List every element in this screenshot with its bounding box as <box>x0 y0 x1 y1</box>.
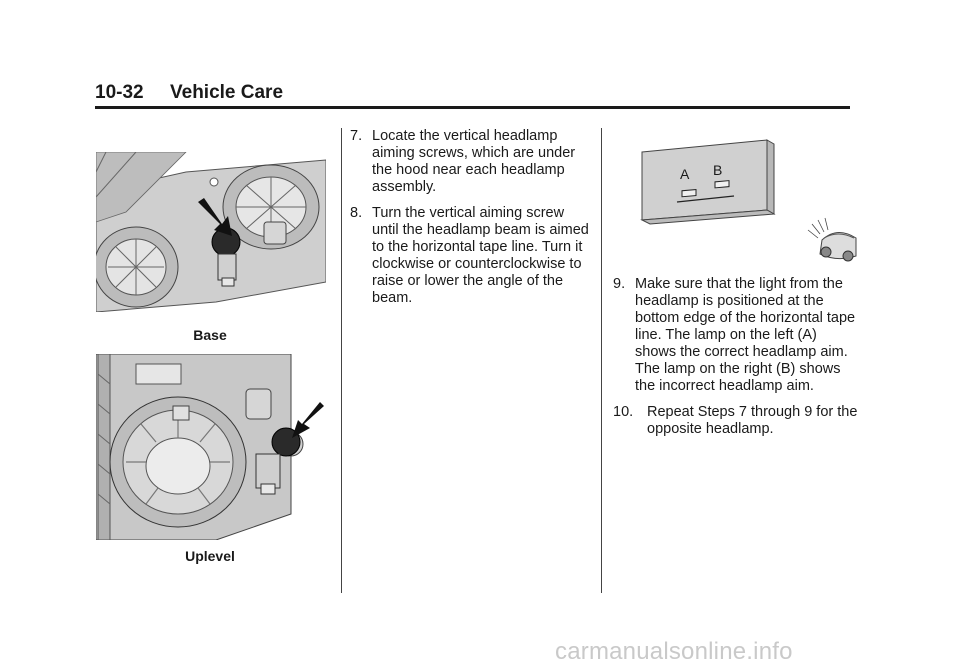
page-header <box>95 80 850 109</box>
step-text: Make sure that the light from the headlamp is positioned at the bottom edge of the horizontal tape line. The lamp on the left (A) shows the correct headlamp aim. The lamp on the right (B) shows the incorrect headlamp aim. <box>635 276 856 394</box>
page-number: 10-32 <box>95 82 144 103</box>
step-list-column-2 <box>350 128 590 316</box>
step-text: Turn the vertical aiming screw until the headlamp beam is aimed to the horizontal tape line. Turn it clockwise or counterclockwise to raise or lower the angle of the beam. <box>372 205 589 306</box>
headlamp-aim-diagram <box>622 138 858 264</box>
step-number: 10. <box>613 404 634 420</box>
list-item <box>613 404 858 438</box>
list-item <box>350 205 590 307</box>
step-text: Repeat Steps 7 through 9 for the opposite headlamp. <box>647 404 858 437</box>
base-headlamp-illustration <box>96 152 326 312</box>
figure-caption-uplevel: Uplevel <box>185 548 235 564</box>
aim-label-b: B <box>713 162 723 178</box>
column-divider-2 <box>601 128 602 593</box>
figure-caption-base: Base <box>193 327 227 343</box>
section-title: Vehicle Care <box>170 82 284 103</box>
column-divider-1 <box>341 128 342 593</box>
list-item <box>350 128 590 196</box>
step-number: 9. <box>613 276 626 292</box>
step-number: 8. <box>350 205 363 221</box>
step-number: 7. <box>350 128 363 144</box>
uplevel-headlamp-illustration <box>96 354 326 540</box>
step-list-column-3 <box>613 276 858 447</box>
list-item <box>613 276 858 395</box>
aim-label-a: A <box>680 166 690 182</box>
step-text: Locate the vertical headlamp aiming screws, which are under the hood near each headlamp assembly. <box>372 128 576 195</box>
watermark: carmanualsonline.info <box>555 638 793 665</box>
